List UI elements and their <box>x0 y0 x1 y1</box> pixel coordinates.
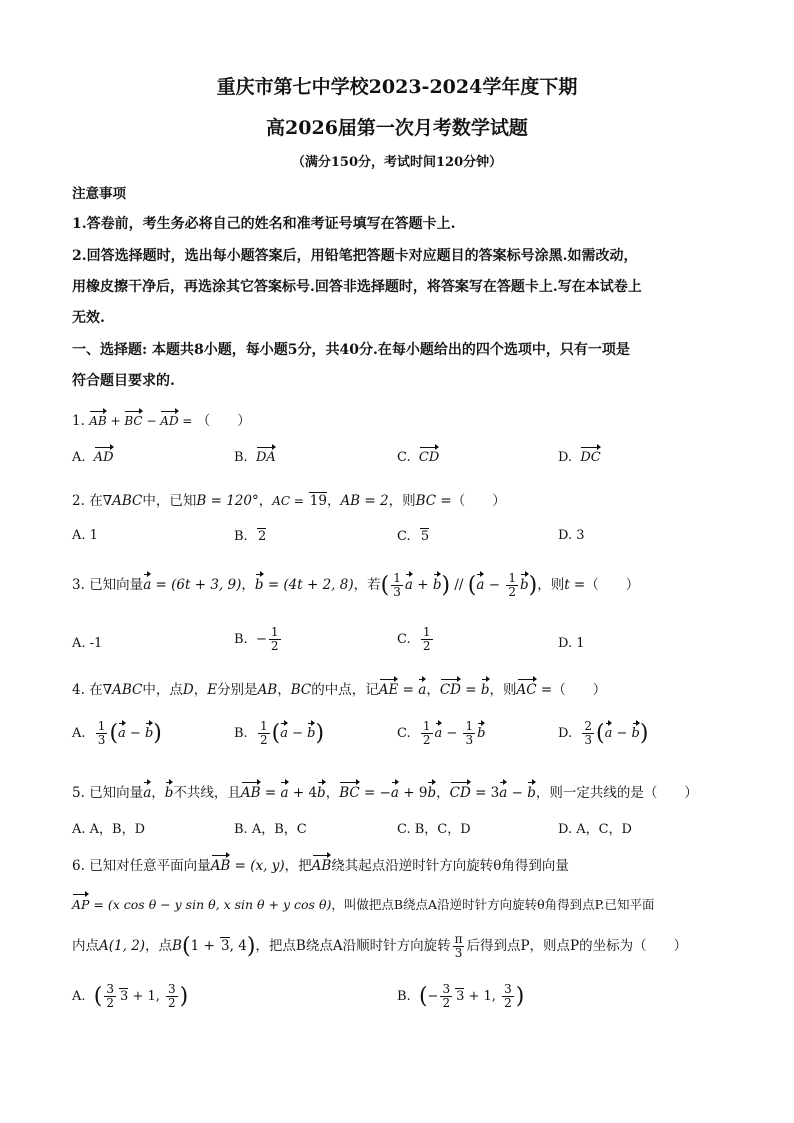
section1-line-1: 一、选择题: 本题共8小题，每小题5分，共40分.在每小题给出的四个选项中，只有一项是 <box>72 342 630 358</box>
question-4: 4. 在∇ABC中，点D，E分别是AB，BC的中点，记AE = a，CD = b，则AC =（ ） <box>72 682 607 698</box>
exam-info: （满分150分，考试时间120分钟） <box>291 155 503 170</box>
question-3: 3. 已知向量a = (6t + 3, 9)，b = (4t + 2, 8)，若( $\frac{1}{3}$ a + b) // (a − $\frac{1}{2}$ b)，则t =（ ） <box>72 571 640 599</box>
notes-item-2-line-2: 用橡皮擦干净后，再选涂其它答案标号.回答非选择题时，将答案写在答题卡上.写在本试卷上 <box>72 279 642 295</box>
q1-option-b: B. DA <box>234 450 276 465</box>
q5-option-c: C. B，C，D <box>397 822 471 837</box>
q5-option-d: D. A，C，D <box>558 822 632 837</box>
notes-item-2-line-1: 2.回答选择题时，选出每小题答案后，用铅笔把答题卡对应题目的答案标号涂黑.如需改动， <box>72 248 638 264</box>
question-1: 1. AB + BC − AD = （ ） <box>72 413 251 429</box>
q3-option-b: B. − $\frac{1}{2}$ <box>234 625 279 653</box>
q3-option-d: D. 1 <box>558 636 585 651</box>
q2-option-a: A. 1 <box>72 528 98 543</box>
school-title: 重庆市第七中学校2023-2024学年度下期 <box>216 76 578 98</box>
q5-option-b: B. A，B，C <box>234 822 307 837</box>
question-2: 2. 在∇ABC中，已知B = 120°，AC = 19，AB = 2，则BC =（ ） <box>72 493 506 509</box>
q1-option-a: A. AD <box>72 450 114 465</box>
q1-option-d: D. DC <box>558 450 601 465</box>
q1-paren: （ ） <box>196 413 251 429</box>
q1-number: 1. <box>72 413 85 429</box>
question-5: 5. 已知向量a，b不共线，且AB = a + 4b，BC = −a + 9b，CD = 3a − b，则一定共线的是（ ） <box>72 785 698 801</box>
question-6-line-2: AP = (x cos θ − y sin θ, x sin θ + y cos θ)，叫做把点B绕点A沿逆时针方向旋转θ角得到点P.已知平面 <box>72 897 655 912</box>
notes-item-2-line-3: 无效. <box>72 310 105 326</box>
notes-item-1: 1.答卷前，考生务必将自己的姓名和准考证号填写在答题卡上. <box>72 216 456 232</box>
q2-option-c: C. 5 <box>397 529 430 544</box>
q1-option-c: C. CD <box>397 450 440 465</box>
notes-heading: 注意事项 <box>72 186 126 202</box>
q6-option-b: B. (− $\frac{3}{2}$ 3 + 1, $\frac{3}{2}$ ) <box>397 982 525 1010</box>
section1-line-2: 符合题目要求的. <box>72 373 175 389</box>
q2-option-d: D. 3 <box>558 528 585 543</box>
question-6-line-3: 内点A(1, 2)，点B(1 + 3, 4)，把点B绕点A沿顺时针方向旋转 $\frac{\pi}{3}$ 后得到点P，则点P的坐标为（ ） <box>72 932 688 960</box>
q6-option-a: A. ( $\frac{3}{2}$ 3 + 1, $\frac{3}{2}$ ) <box>72 982 189 1010</box>
q4-option-d: D. $\frac{2}{3}$ (a − b) <box>558 719 649 747</box>
q3-option-c: C. $\frac{1}{2}$ <box>397 625 431 653</box>
question-6-line-1: 6. 已知对任意平面向量AB = (x, y)，把AB绕其起点沿逆时针方向旋转θ角得到向量 <box>72 858 569 874</box>
q2-option-b: B. 2 <box>234 529 267 544</box>
q4-option-c: C. $\frac{1}{2}$ a − $\frac{1}{3}$ b <box>397 719 486 747</box>
q5-option-a: A. A，B，D <box>72 822 146 837</box>
q4-option-a: A. $\frac{1}{3}$ (a − b) <box>72 719 162 747</box>
exam-title: 高2026届第一次月考数学试题 <box>266 117 528 139</box>
q3-option-a: A. -1 <box>72 636 103 651</box>
q4-option-b: B. $\frac{1}{2}$ (a − b) <box>234 719 325 747</box>
